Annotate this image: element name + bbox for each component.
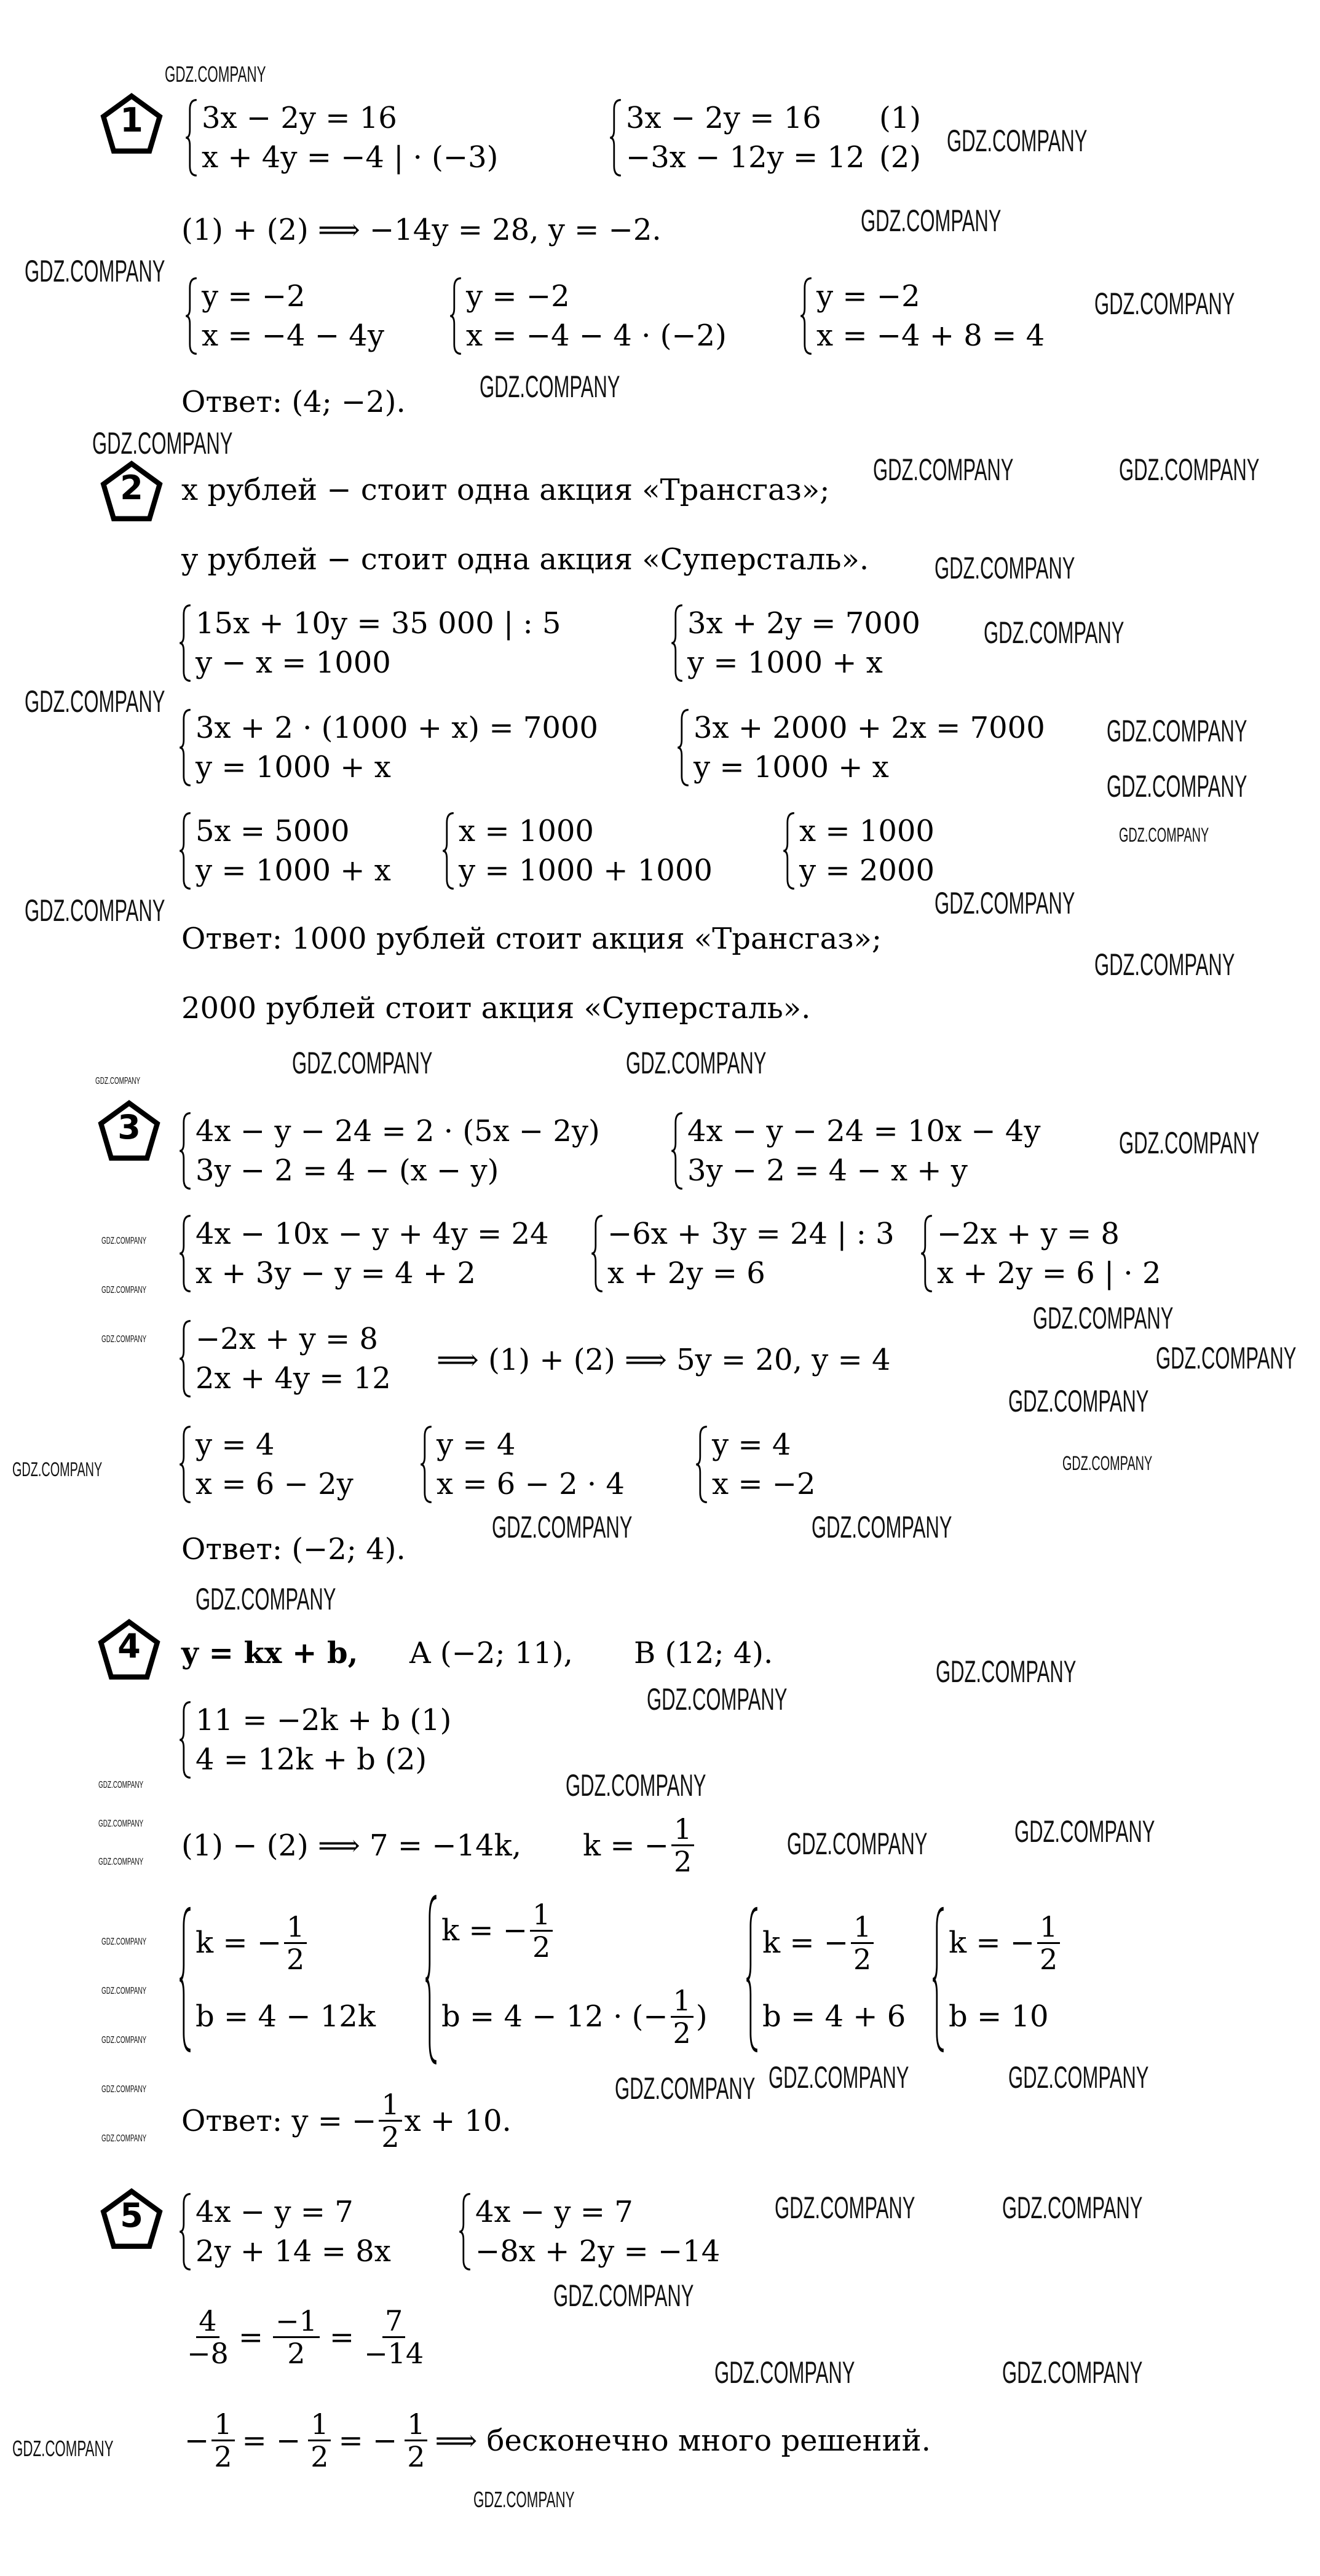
equation: y = 1000 + x <box>196 750 391 784</box>
numerator: 1 <box>211 2409 234 2441</box>
system <box>184 98 498 177</box>
brace-icon <box>799 277 813 355</box>
numerator: 1 <box>530 1899 553 1932</box>
equation: x + 4y = −4 | · (−3) <box>202 140 499 175</box>
equation <box>949 1906 1062 1980</box>
equation: 3x + 2 · (1000 + x) = 7000 <box>196 711 598 745</box>
brace-icon <box>178 1906 192 2053</box>
watermark: GDZ.COMPANY <box>1119 1126 1260 1160</box>
equation: 4x − y − 24 = 10x − 4y <box>687 1114 1041 1148</box>
system <box>670 1112 1041 1190</box>
text-line: x рублей − стоит одна акция «Трансгаз»; <box>181 473 830 507</box>
problem-number: 1 <box>120 101 143 140</box>
watermark: GDZ.COMPANY <box>25 684 165 719</box>
system <box>458 2192 720 2271</box>
brace-icon <box>931 1906 945 2053</box>
denominator: 2 <box>673 2016 691 2050</box>
fraction <box>530 1899 553 1962</box>
brace-icon <box>745 1906 759 2053</box>
brace-icon <box>782 812 796 890</box>
conclusion-line <box>184 2409 931 2472</box>
problem-3-badge <box>97 1099 161 1163</box>
equation: b = 4 + 6 <box>762 1999 906 2034</box>
numerator: 1 <box>405 2409 427 2441</box>
fraction <box>405 2409 427 2472</box>
system <box>920 1214 1161 1293</box>
brace-icon <box>178 1701 192 1779</box>
watermark: GDZ.COMPANY <box>165 61 266 87</box>
problem-1-badge <box>100 92 164 156</box>
watermark: GDZ.COMPANY <box>1008 1384 1149 1418</box>
equals: = − <box>338 2423 398 2458</box>
equation: x = 1000 <box>799 814 935 848</box>
watermark: GDZ.COMPANY <box>492 1510 633 1544</box>
watermark: GDZ.COMPANY <box>1107 769 1247 804</box>
equals: = − <box>242 2423 301 2458</box>
watermark: GDZ.COMPANY <box>101 2084 147 2095</box>
equation: −6x + 3y = 24 | : 3 <box>607 1217 895 1251</box>
equation: −8x + 2y = −14 <box>475 2234 721 2269</box>
equation: 4x − 10x − y + 4y = 24 <box>196 1217 549 1251</box>
problem-4-badge <box>97 1618 161 1682</box>
system <box>609 98 865 177</box>
fraction <box>284 1911 307 1975</box>
system <box>695 1425 816 1504</box>
system <box>178 604 561 682</box>
system <box>178 1112 600 1190</box>
equation: y = 4 <box>712 1428 791 1462</box>
equation: 2x + 4y = 12 <box>196 1361 391 1396</box>
equation: −2x + y = 8 <box>196 1322 378 1356</box>
watermark: GDZ.COMPANY <box>98 1780 144 1790</box>
system <box>931 1906 1062 2053</box>
answer: Ответ: (4; −2). <box>181 385 406 419</box>
brace-icon <box>178 1425 192 1504</box>
equation: 3y − 2 = 4 − (x − y) <box>196 1153 499 1188</box>
watermark: GDZ.COMPANY <box>1002 2191 1143 2225</box>
brace-icon <box>178 1319 192 1398</box>
fraction <box>1037 1911 1060 1975</box>
answer: Ответ: 1000 рублей стоит акция «Трансгаз»; <box>181 922 882 956</box>
step-line: ⟹ (1) + (2) ⟹ 5y = 20, y = 4 <box>437 1343 891 1377</box>
answer-part: Ответ: y = − <box>181 2103 377 2138</box>
equation: 3x + 2000 + 2x = 7000 <box>694 711 1045 745</box>
line-equation: y = kx + b, <box>181 1636 358 1670</box>
equation: x + 2y = 6 <box>607 1256 765 1290</box>
equation: b = 10 <box>949 1999 1049 2034</box>
system <box>419 1425 625 1504</box>
brace-icon <box>419 1425 433 1504</box>
text-line: y рублей − стоит одна акция «Суперсталь». <box>181 542 869 577</box>
equation: y = −2 <box>202 279 306 314</box>
system <box>178 1701 451 1779</box>
system <box>184 277 384 355</box>
watermark: GDZ.COMPANY <box>1107 714 1247 748</box>
watermark: GDZ.COMPANY <box>647 1682 788 1717</box>
watermark: GDZ.COMPANY <box>615 2071 756 2106</box>
watermark: GDZ.COMPANY <box>480 369 620 404</box>
equation: −2x + y = 8 <box>937 1217 1120 1251</box>
denominator: 2 <box>214 2440 232 2473</box>
watermark: GDZ.COMPANY <box>101 1236 147 1246</box>
fraction <box>187 2305 229 2369</box>
equation: 5x = 5000 <box>196 814 350 848</box>
equation: 3x + 2y = 7000 <box>687 606 920 641</box>
system <box>745 1906 906 2053</box>
watermark: GDZ.COMPANY <box>769 2060 909 2095</box>
system <box>178 1214 549 1293</box>
equation: b = 4 − 12k <box>196 1999 376 2034</box>
watermark: GDZ.COMPANY <box>98 1819 144 1829</box>
watermark: GDZ.COMPANY <box>775 2191 915 2225</box>
watermark: GDZ.COMPANY <box>101 1334 147 1345</box>
k-value: k = − <box>441 1913 528 1948</box>
watermark: GDZ.COMPANY <box>714 2355 855 2390</box>
system <box>676 708 1045 787</box>
equals: = <box>238 2320 264 2355</box>
numerator: 1 <box>379 2089 401 2122</box>
denominator: −8 <box>187 2337 229 2370</box>
denominator: 2 <box>853 1942 872 1976</box>
watermark: GDZ.COMPANY <box>1119 452 1260 487</box>
equation: x = 1000 <box>459 814 594 848</box>
point-a: A (−2; 11), <box>409 1636 573 1670</box>
numerator: 1 <box>1037 1911 1060 1944</box>
equation: x = −4 − 4 · (−2) <box>466 318 727 353</box>
watermark: GDZ.COMPANY <box>935 551 1075 585</box>
equation: y = 4 <box>437 1428 516 1462</box>
equation <box>196 1906 376 1980</box>
fraction <box>211 2409 234 2472</box>
watermark: GDZ.COMPANY <box>812 1510 952 1544</box>
answer <box>181 2089 512 2152</box>
equation: x = −4 + 8 = 4 <box>816 318 1045 353</box>
watermark: GDZ.COMPANY <box>1033 1301 1174 1335</box>
system <box>449 277 727 355</box>
fraction <box>671 1814 694 1877</box>
problem-5-badge <box>100 2187 164 2251</box>
fraction <box>273 2305 320 2369</box>
watermark: GDZ.COMPANY <box>101 2035 147 2045</box>
answer: 2000 рублей стоит акция «Суперсталь». <box>181 991 811 1025</box>
problem-number: 4 <box>117 1627 141 1665</box>
problem-number: 3 <box>117 1108 141 1147</box>
equation: 2y + 14 = 8x <box>196 2234 391 2269</box>
problem-number: 2 <box>120 468 143 507</box>
equation: −3x − 12y = 12 <box>626 140 865 175</box>
equation: x = 6 − 2y <box>196 1467 354 1501</box>
brace-icon <box>695 1425 708 1504</box>
brace-icon <box>424 1894 438 2066</box>
equation: 4 = 12k + b (2) <box>196 1742 427 1777</box>
equation: y = 4 <box>196 1428 275 1462</box>
brace-icon <box>670 604 684 682</box>
system <box>782 812 935 890</box>
numerator: 4 <box>196 2305 219 2338</box>
equation: y = −2 <box>816 279 920 314</box>
brace-icon <box>609 98 622 177</box>
watermark: GDZ.COMPANY <box>292 1046 433 1080</box>
equation-part: b = 4 − 12 · (− <box>441 1999 668 2034</box>
system <box>441 812 713 890</box>
system <box>424 1894 708 2066</box>
system <box>590 1214 895 1293</box>
brace-icon <box>178 1112 192 1190</box>
equation: x + 2y = 6 | · 2 <box>937 1256 1161 1290</box>
equation <box>762 1906 906 1980</box>
denominator: 2 <box>674 1845 692 1878</box>
system <box>799 277 1045 355</box>
equals: = <box>329 2320 355 2355</box>
fraction <box>379 2089 401 2152</box>
k-value: k = − <box>196 1926 282 1960</box>
minus: − <box>184 2423 210 2458</box>
fraction <box>851 1911 874 1975</box>
watermark: GDZ.COMPANY <box>101 2133 147 2144</box>
system <box>178 1425 354 1504</box>
step-line <box>181 1814 697 1877</box>
numerator: 1 <box>671 1814 694 1846</box>
watermark: GDZ.COMPANY <box>935 886 1075 920</box>
ratio-line <box>184 2305 426 2369</box>
brace-icon <box>441 812 455 890</box>
equation: x = 6 − 2 · 4 <box>437 1467 625 1501</box>
fraction <box>364 2305 424 2369</box>
k-value: k = − <box>582 1828 670 1863</box>
watermark: GDZ.COMPANY <box>473 2487 575 2512</box>
system <box>178 812 391 890</box>
watermark: GDZ.COMPANY <box>1094 947 1235 982</box>
brace-icon <box>449 277 462 355</box>
watermark: GDZ.COMPANY <box>873 452 1014 487</box>
brace-icon <box>178 812 192 890</box>
equation <box>441 1894 708 1967</box>
denominator: 2 <box>1040 1942 1058 1976</box>
point-b: B (12; 4). <box>634 1636 773 1670</box>
problem-number: 5 <box>120 2196 143 2235</box>
denominator: −14 <box>364 2337 424 2370</box>
brace-icon <box>458 2192 472 2271</box>
system <box>670 604 920 682</box>
equation: y = 2000 <box>799 853 935 888</box>
numerator: 1 <box>308 2409 331 2441</box>
watermark: GDZ.COMPANY <box>101 1986 147 1996</box>
answer: Ответ: (−2; 4). <box>181 1532 406 1567</box>
denominator: 2 <box>381 2120 400 2154</box>
watermark: GDZ.COMPANY <box>1014 1814 1155 1849</box>
equation: y = 1000 + x <box>687 646 883 680</box>
conclusion-text: ⟹ бесконечно много решений. <box>435 2423 931 2458</box>
equation: y = −2 <box>466 279 570 314</box>
watermark: GDZ.COMPANY <box>1094 286 1235 321</box>
equation: 4x − y − 24 = 2 · (5x − 2y) <box>196 1114 600 1148</box>
watermark: GDZ.COMPANY <box>626 1046 767 1080</box>
equation-part: ) <box>695 1999 708 2034</box>
watermark: GDZ.COMPANY <box>1156 1341 1297 1375</box>
equation: 11 = −2k + b (1) <box>196 1703 452 1737</box>
watermark: GDZ.COMPANY <box>566 1768 706 1803</box>
watermark: GDZ.COMPANY <box>25 254 165 288</box>
equation: y = 1000 + x <box>196 853 391 888</box>
watermark: GDZ.COMPANY <box>984 615 1124 650</box>
watermark: GDZ.COMPANY <box>1002 2355 1143 2390</box>
system <box>178 2192 391 2271</box>
watermark: GDZ.COMPANY <box>947 124 1088 158</box>
watermark: GDZ.COMPANY <box>1008 2060 1149 2095</box>
equation: 3x − 2y = 16 <box>202 101 397 135</box>
watermark: GDZ.COMPANY <box>196 1582 336 1616</box>
brace-icon <box>178 1214 192 1293</box>
equation <box>441 1967 708 2066</box>
watermark: GDZ.COMPANY <box>12 1458 103 1480</box>
equation: y − x = 1000 <box>196 646 391 680</box>
brace-icon <box>184 277 198 355</box>
system <box>178 1906 376 2053</box>
equation: 3x − 2y = 16 <box>626 101 821 135</box>
numerator: 1 <box>851 1911 874 1944</box>
equation: 3y − 2 = 4 − x + y <box>687 1153 968 1188</box>
fraction <box>308 2409 331 2472</box>
watermark: GDZ.COMPANY <box>101 1285 147 1295</box>
watermark: GDZ.COMPANY <box>92 426 233 460</box>
denominator: 2 <box>532 1930 551 1964</box>
brace-icon <box>590 1214 604 1293</box>
watermark: GDZ.COMPANY <box>1119 824 1209 846</box>
fraction <box>671 1985 694 2049</box>
equation: x = −2 <box>712 1467 816 1501</box>
denominator: 2 <box>310 2440 329 2473</box>
watermark: GDZ.COMPANY <box>553 2278 694 2313</box>
brace-icon <box>178 2192 192 2271</box>
watermark: GDZ.COMPANY <box>101 1937 147 1947</box>
watermark: GDZ.COMPANY <box>95 1076 141 1086</box>
watermark: GDZ.COMPANY <box>98 1857 144 1867</box>
brace-icon <box>178 604 192 682</box>
denominator: 2 <box>287 1942 305 1976</box>
watermark: GDZ.COMPANY <box>787 1827 928 1861</box>
watermark: GDZ.COMPANY <box>25 893 165 928</box>
numerator: 1 <box>284 1911 307 1944</box>
system <box>178 1319 391 1398</box>
numerator: 1 <box>671 1985 694 2018</box>
equation-label: (2) <box>879 140 921 175</box>
step-text: (1) − (2) ⟹ 7 = −14k, <box>181 1828 521 1863</box>
problem-2-badge <box>100 460 164 524</box>
equation: 4x − y = 7 <box>475 2195 633 2229</box>
k-value: k = − <box>762 1926 849 1960</box>
numerator: −1 <box>273 2305 320 2338</box>
equation: 15x + 10y = 35 000 | : 5 <box>196 606 561 641</box>
k-value: k = − <box>949 1926 1035 1960</box>
watermark: GDZ.COMPANY <box>861 203 1002 238</box>
system <box>178 708 598 787</box>
numerator: 7 <box>382 2305 405 2338</box>
brace-icon <box>676 708 690 787</box>
watermark: GDZ.COMPANY <box>1062 1452 1153 1474</box>
equation: y = 1000 + 1000 <box>459 853 713 888</box>
watermark: GDZ.COMPANY <box>12 2436 114 2461</box>
equation: y = 1000 + x <box>694 750 889 784</box>
brace-icon <box>184 98 198 177</box>
equation: x = −4 − 4y <box>202 318 384 353</box>
denominator: 2 <box>287 2337 306 2370</box>
step-line: (1) + (2) ⟹ −14y = 28, y = −2. <box>181 213 662 247</box>
equation-label: (1) <box>879 101 921 135</box>
equation: x + 3y − y = 4 + 2 <box>196 1256 476 1290</box>
brace-icon <box>178 708 192 787</box>
brace-icon <box>670 1112 684 1190</box>
answer-part: x + 10. <box>404 2103 512 2138</box>
equation: 4x − y = 7 <box>196 2195 354 2229</box>
brace-icon <box>920 1214 933 1293</box>
denominator: 2 <box>407 2440 425 2473</box>
watermark: GDZ.COMPANY <box>936 1654 1077 1689</box>
